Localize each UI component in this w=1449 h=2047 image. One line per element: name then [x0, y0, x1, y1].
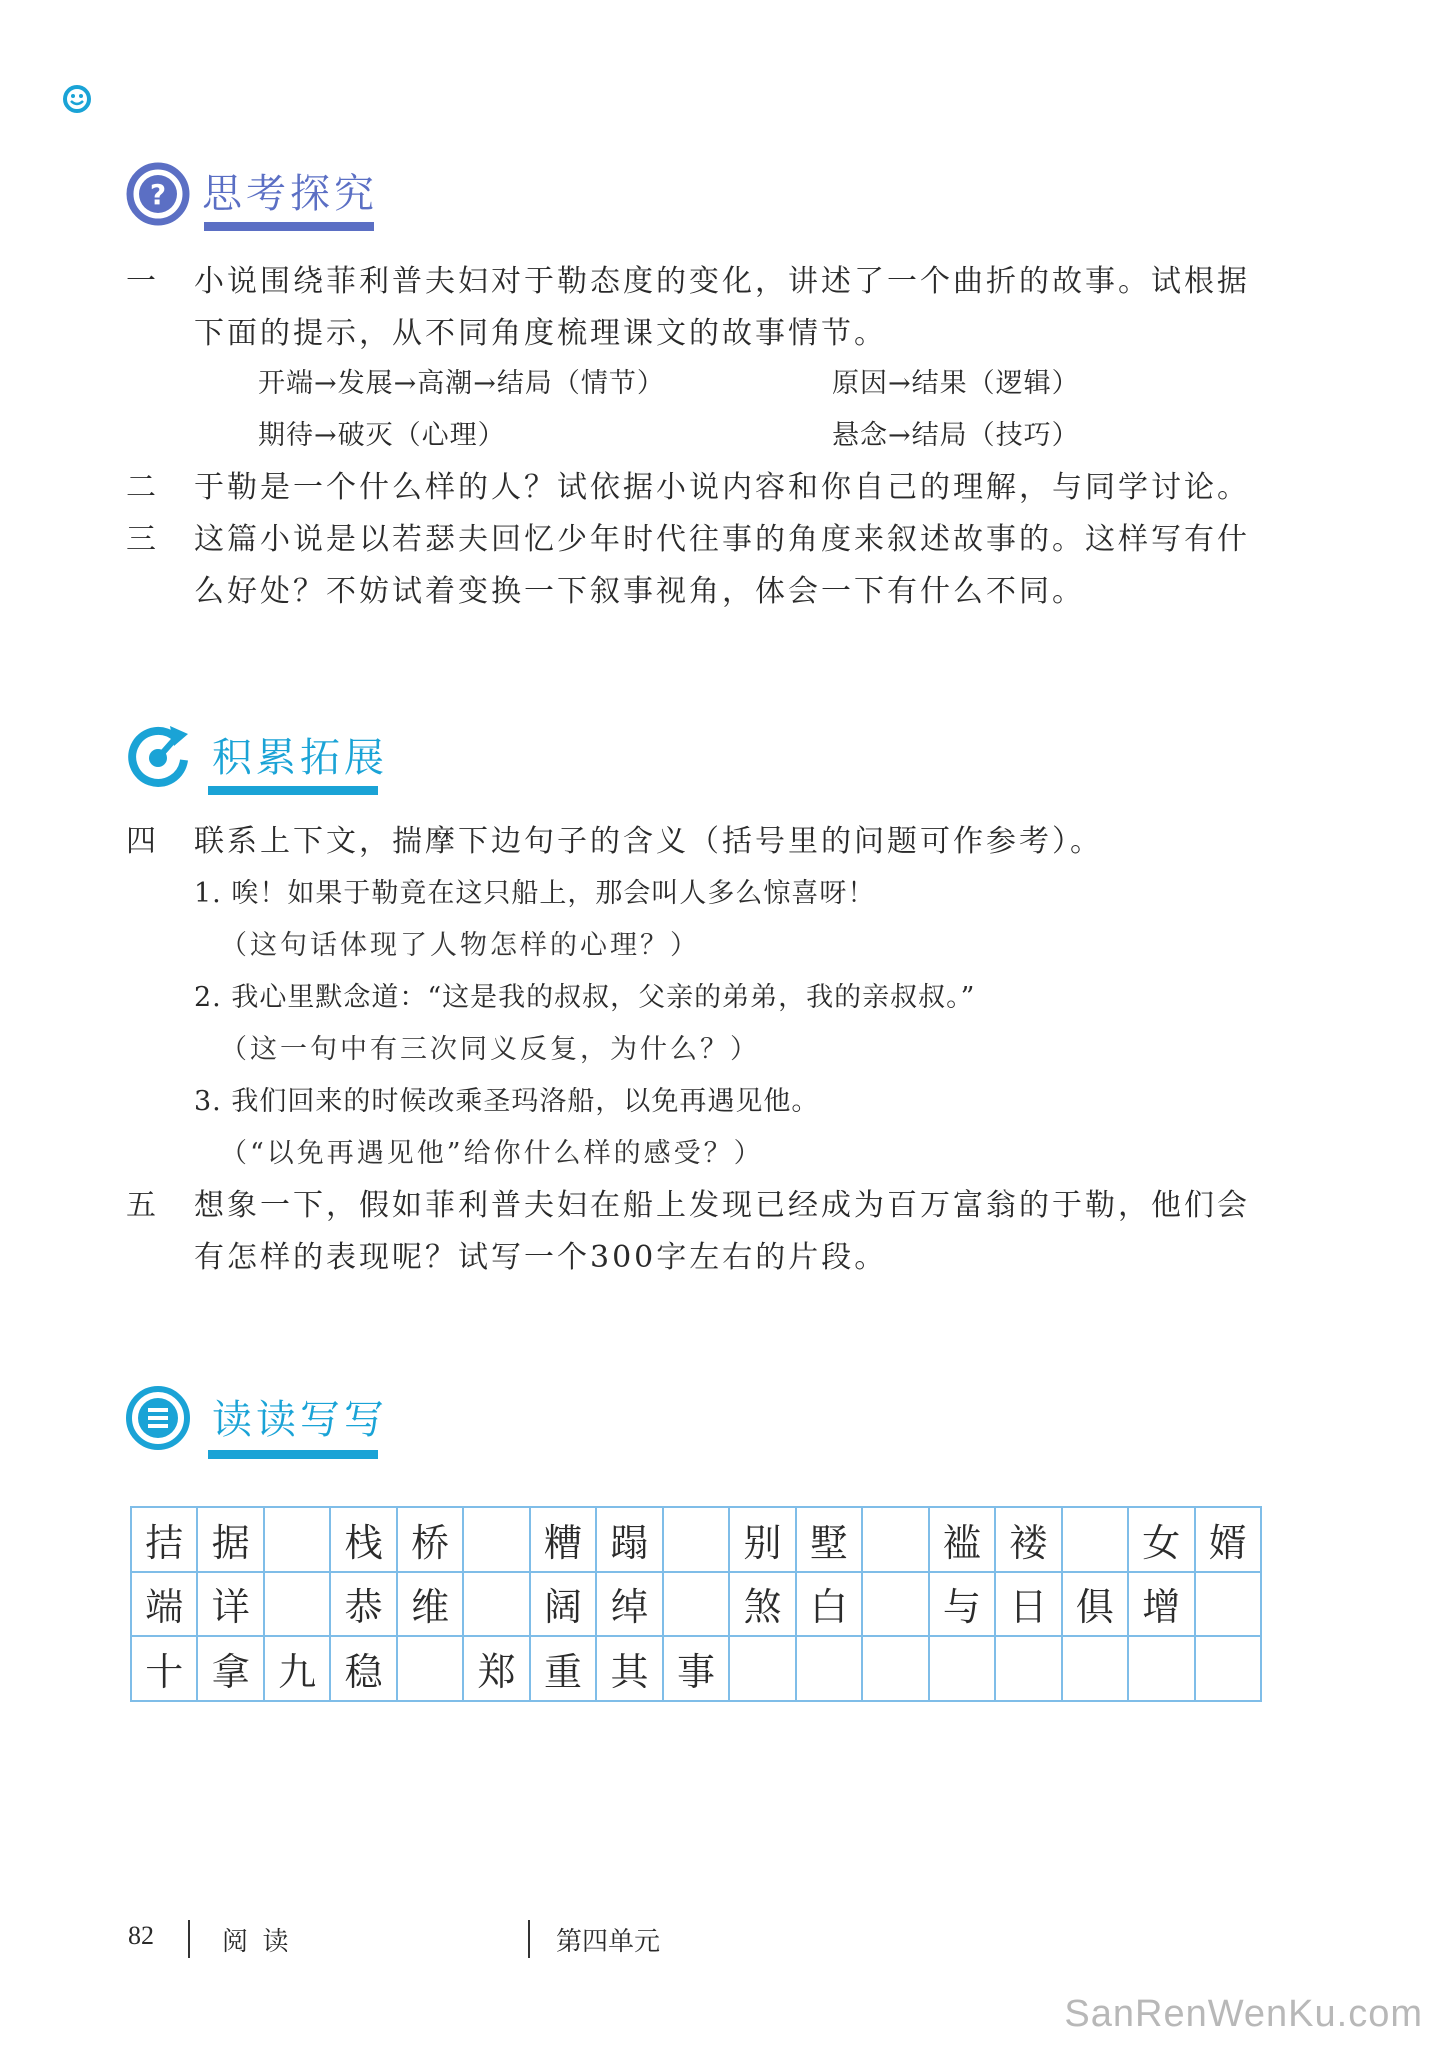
hint-text: 期待→破灭（心理） [258, 420, 506, 451]
grid-cell [729, 1636, 795, 1701]
page-number: 82 [128, 1921, 154, 1950]
title-underline [208, 1450, 378, 1459]
grid-cell: 重 [530, 1636, 596, 1701]
sentence-hint: （这句话体现了人物怎样的心理？） [220, 930, 700, 961]
grid-cell: 其 [596, 1636, 662, 1701]
footer-section: 阅 读 [222, 1927, 293, 1956]
question-icon [124, 160, 192, 228]
smiley-icon [62, 84, 92, 114]
hint-text: 原因→结果（逻辑） [832, 368, 1080, 399]
question-text: 想象一下，假如菲利普夫妇在船上发现已经成为百万富翁的于勒，他们会 [194, 1188, 1250, 1223]
grid-cell: 别 [729, 1507, 795, 1572]
grid-cell [1062, 1507, 1128, 1572]
sentence-item: 3. 我们回来的时候改乘圣玛洛船，以免再遇见他。 [194, 1086, 820, 1117]
title-underline [204, 222, 374, 231]
question-text: 这篇小说是以若瑟夫回忆少年时代往事的角度来叙述故事的。这样写有什 [194, 522, 1250, 557]
grid-cell: 端 [131, 1572, 197, 1637]
question-text: 于勒是一个什么样的人？试依据小说内容和你自己的理解，与同学讨论。 [194, 470, 1250, 505]
vocabulary-grid [130, 1506, 1262, 1702]
hint-text: 开端→发展→高潮→结局（情节） [258, 368, 665, 399]
grid-cell: 褴 [929, 1507, 995, 1572]
grid-row [131, 1572, 1261, 1637]
question-number: 五 [126, 1188, 156, 1223]
grid-cell: 增 [1128, 1572, 1194, 1637]
refresh-arrow-icon [124, 720, 192, 788]
grid-cell [1062, 1636, 1128, 1701]
watermark: SanRenWenKu.com [1064, 1993, 1423, 2035]
section-title: 读读写写 [212, 1397, 388, 1443]
grid-cell: 褛 [995, 1507, 1061, 1572]
section-title: 积累拓展 [212, 735, 388, 781]
grid-cell [264, 1572, 330, 1637]
grid-cell: 蹋 [596, 1507, 662, 1572]
grid-cell [1128, 1636, 1194, 1701]
grid-cell [796, 1636, 862, 1701]
grid-cell: 事 [663, 1636, 729, 1701]
question-text: 联系上下文，揣摩下边句子的含义（括号里的问题可作参考）。 [194, 824, 1103, 859]
grid-cell: 女 [1128, 1507, 1194, 1572]
footer-divider [528, 1920, 530, 1958]
grid-cell: 十 [131, 1636, 197, 1701]
question-text: 么好处？不妨试着变换一下叙事视角，体会一下有什么不同。 [194, 574, 1085, 609]
grid-cell: 栈 [330, 1507, 396, 1572]
grid-cell: 与 [929, 1572, 995, 1637]
grid-cell: 阔 [530, 1572, 596, 1637]
grid-cell: 煞 [729, 1572, 795, 1637]
question-number: 二 [126, 470, 156, 505]
sentence-item: 2. 我心里默念道：“这是我的叔叔，父亲的弟弟，我的亲叔叔。” [194, 982, 976, 1013]
list-icon [124, 1384, 192, 1452]
grid-cell [264, 1507, 330, 1572]
question-text: 下面的提示，从不同角度梳理课文的故事情节。 [194, 316, 887, 351]
grid-cell: 稳 [330, 1636, 396, 1701]
question-text: 小说围绕菲利普夫妇对于勒态度的变化，讲述了一个曲折的故事。试根据 [194, 264, 1250, 299]
grid-cell: 据 [197, 1507, 263, 1572]
grid-cell: 绰 [596, 1572, 662, 1637]
grid-cell: 恭 [330, 1572, 396, 1637]
grid-cell [663, 1507, 729, 1572]
grid-cell: 郑 [463, 1636, 529, 1701]
title-underline [208, 786, 378, 795]
footer-unit: 第四单元 [556, 1927, 661, 1956]
footer-divider [188, 1920, 190, 1958]
grid-cell: 日 [995, 1572, 1061, 1637]
grid-cell: 婿 [1195, 1507, 1262, 1572]
question-number: 一 [126, 264, 156, 299]
sentence-hint: （“以免再遇见他”给你什么样的感受？） [220, 1138, 764, 1169]
question-number: 四 [126, 824, 156, 859]
hint-text: 悬念→结局（技巧） [832, 420, 1080, 451]
grid-cell [397, 1636, 463, 1701]
grid-row [131, 1507, 1261, 1572]
sentence-item: 1. 唉！如果于勒竟在这只船上，那会叫人多么惊喜呀！ [194, 878, 876, 909]
grid-cell [862, 1507, 928, 1572]
grid-cell [862, 1636, 928, 1701]
grid-cell: 拮 [131, 1507, 197, 1572]
grid-cell: 详 [197, 1572, 263, 1637]
grid-cell: 糟 [530, 1507, 596, 1572]
question-number: 三 [126, 522, 156, 557]
grid-cell: 墅 [796, 1507, 862, 1572]
grid-cell [1195, 1636, 1262, 1701]
grid-cell [995, 1636, 1061, 1701]
sentence-hint: （这一句中有三次同义反复，为什么？） [220, 1034, 760, 1065]
grid-cell: 桥 [397, 1507, 463, 1572]
grid-cell [862, 1572, 928, 1637]
section-title: 思考探究 [202, 171, 378, 217]
grid-cell [463, 1507, 529, 1572]
grid-cell: 俱 [1062, 1572, 1128, 1637]
question-text: 有怎样的表现呢？试写一个300字左右的片段。 [194, 1240, 888, 1275]
grid-cell [663, 1572, 729, 1637]
grid-cell: 九 [264, 1636, 330, 1701]
grid-cell [463, 1572, 529, 1637]
grid-cell: 维 [397, 1572, 463, 1637]
grid-cell [929, 1636, 995, 1701]
grid-row [131, 1636, 1261, 1701]
grid-cell: 拿 [197, 1636, 263, 1701]
svg-text:?: ? [149, 178, 167, 211]
grid-cell [1195, 1572, 1262, 1637]
grid-cell: 白 [796, 1572, 862, 1637]
